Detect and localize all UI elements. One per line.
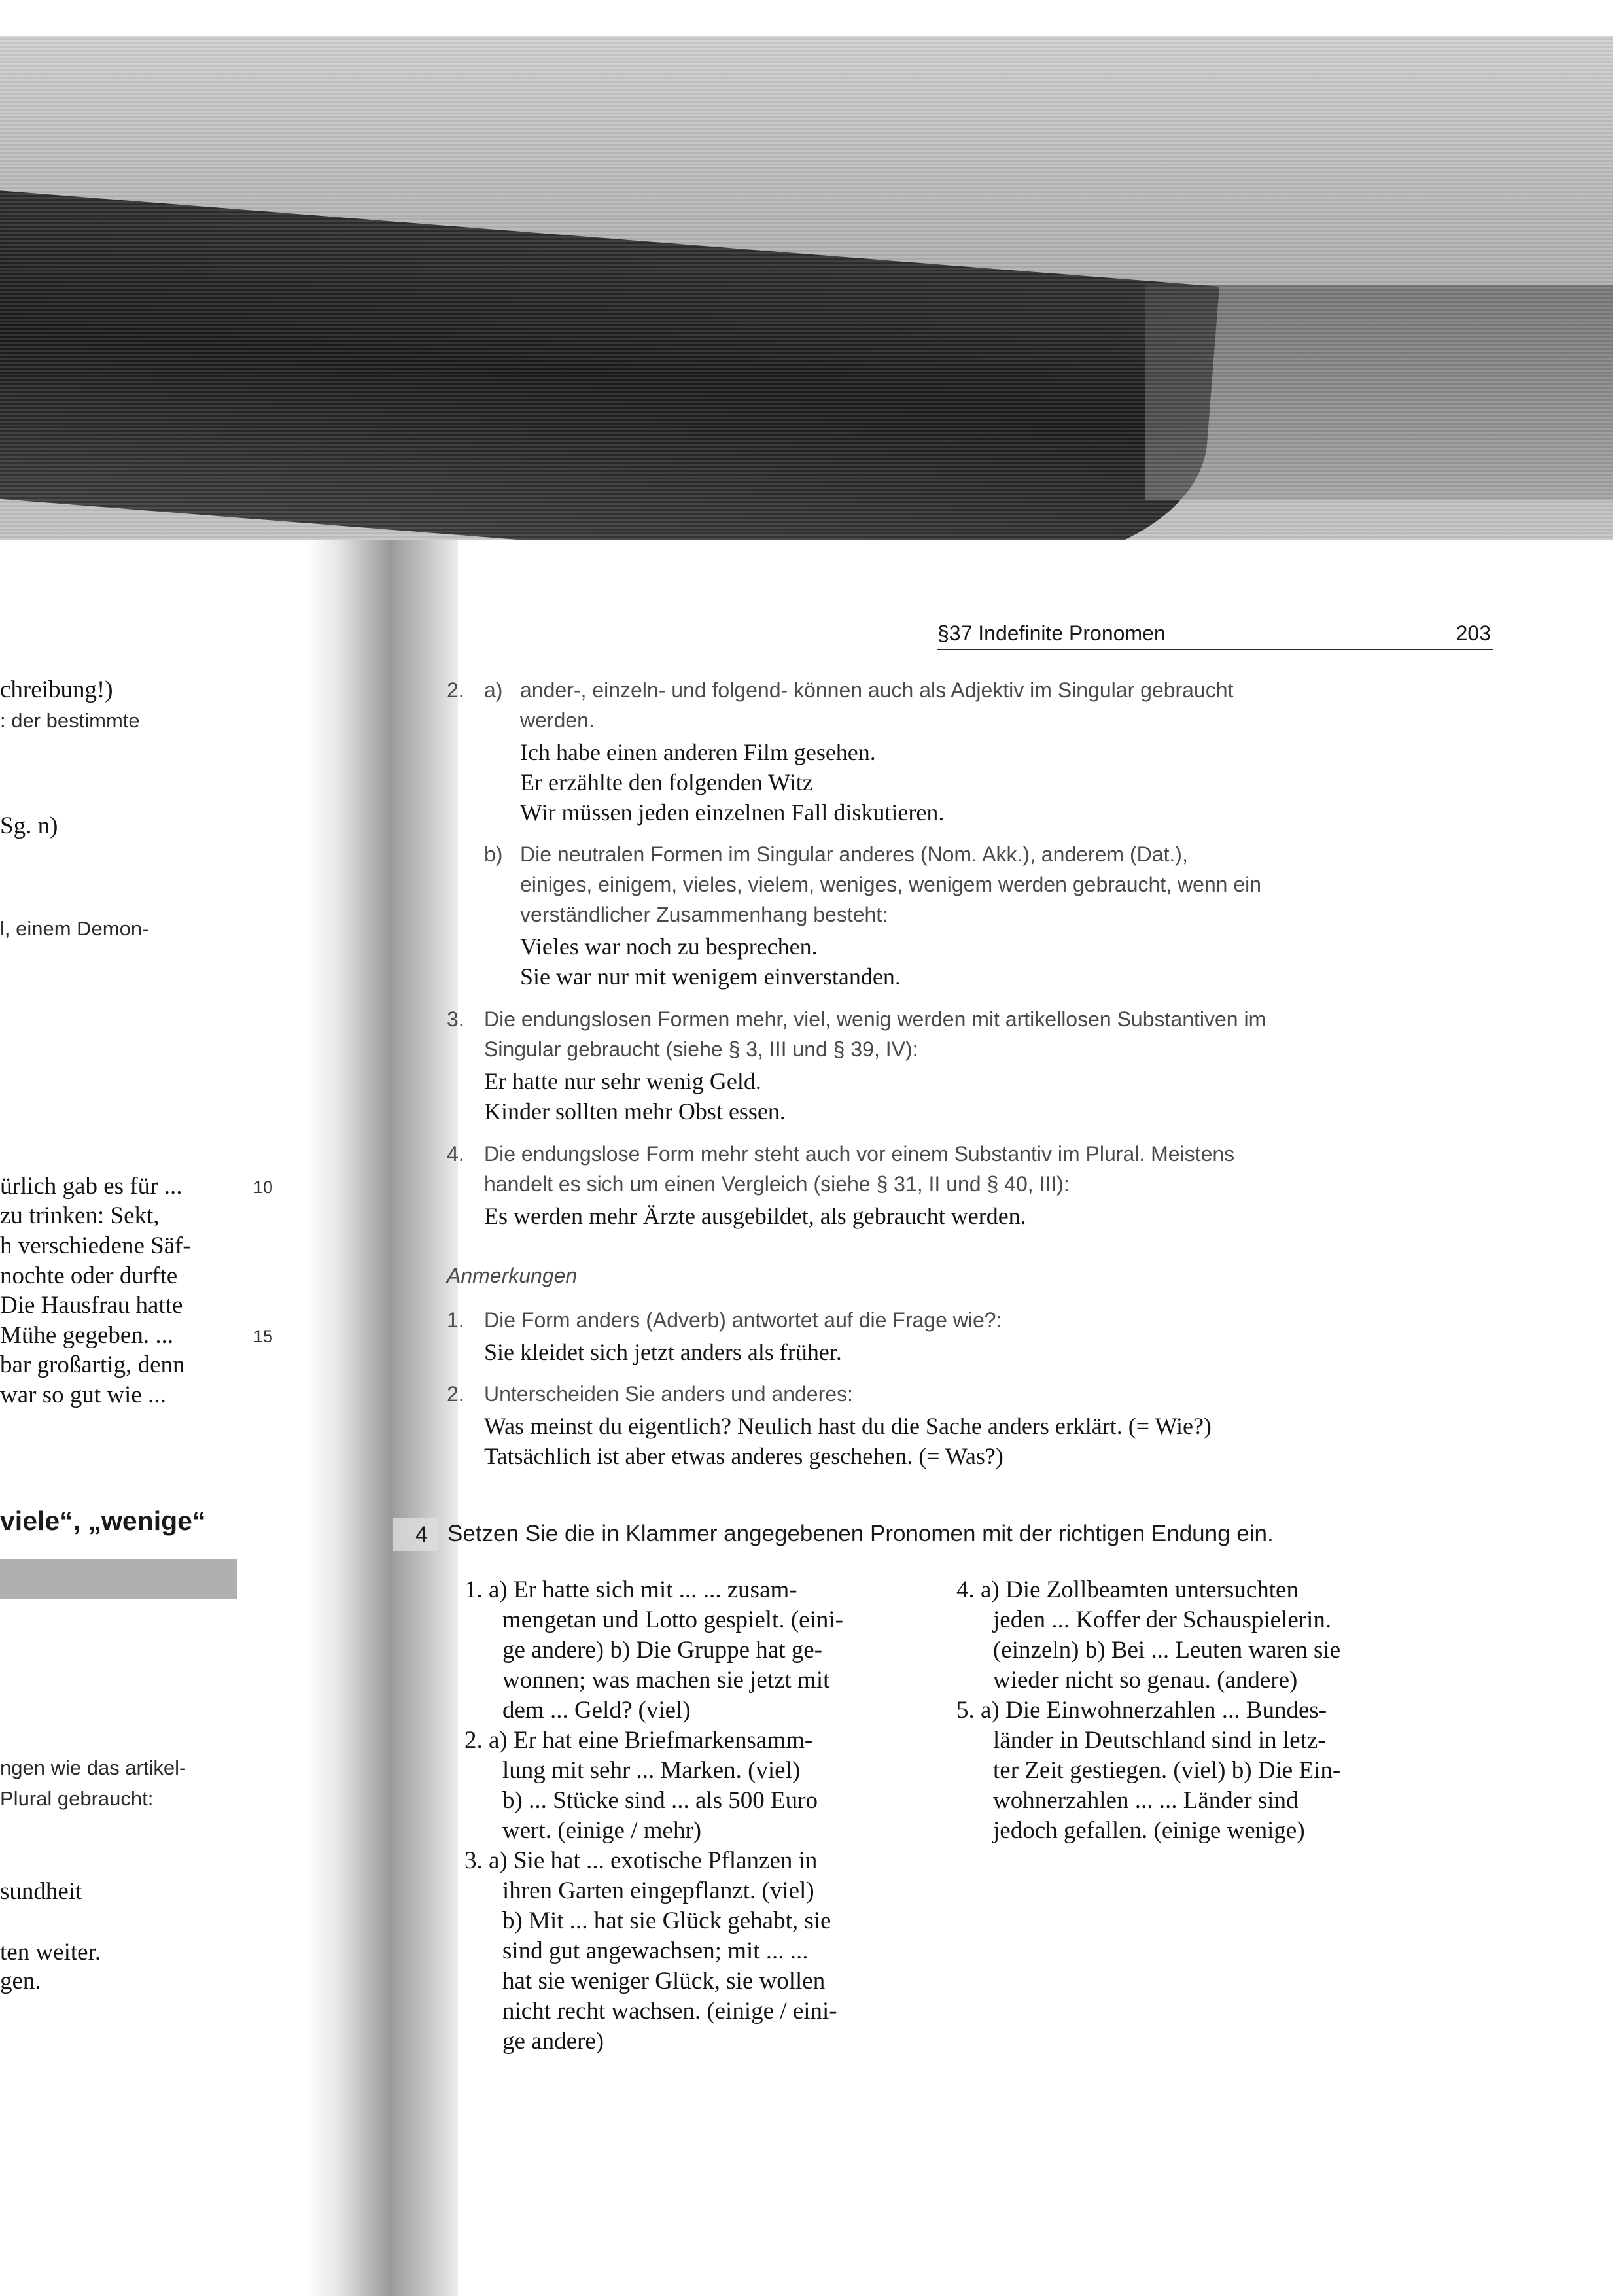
exercise-column-2 [956,1575,1340,1846]
rule-text: ander-, einzeln- und folgend- können auch als Adjektiv im Singular gebraucht [520,678,1234,702]
notes-heading: Anmerkungen [447,1264,578,1287]
example-line: Was meinst du eigentlich? Neulich hast du die Sache anders erklärt. (= Wie?) [484,1413,1212,1439]
note-text: Unterscheiden Sie anders und anderes: [484,1382,853,1406]
chapter-title: §37 Indefinite Pronomen [937,621,1166,645]
rule-number: 4. [447,1142,464,1166]
example-line: Tatsächlich ist aber etwas anderes geschehen. (= Was?) [484,1443,1003,1469]
exercise-line: 2. a) Er hat eine Briefmarkensamm- [464,1727,813,1754]
left-page-fragment [0,540,307,2296]
exercise-line: (einzeln) b) Bei ... Leuten waren sie [993,1637,1341,1663]
rule-text: handelt es sich um einen Vergleich (siehe § 31, II und § 40, III): [484,1172,1070,1196]
exercise-line: ihren Garten eingepflanzt. (viel) [502,1877,814,1904]
scan-lines [0,36,1613,540]
left-line: Mühe gegeben. ... [0,1322,174,1349]
running-header [937,620,1493,650]
left-line: ngen wie das artikel- [0,1756,186,1779]
exercise-line: mengetan und Lotto gespielt. (eini- [502,1607,843,1633]
task-number-badge: 4 [393,1518,438,1551]
rule-number: 3. [447,1007,464,1031]
exercise-line: ge andere) b) Die Gruppe hat ge- [502,1637,822,1663]
line-number: 15 [253,1327,273,1346]
exercise-line: 1. a) Er hatte sich mit ... ... zusam- [464,1576,797,1603]
exercise-line: wonnen; was machen sie jetzt mit [502,1667,830,1694]
example-line: Sie war nur mit wenigem einverstanden. [520,964,901,990]
left-line: Die Hausfrau hatte [0,1292,183,1319]
exercise-line: länder in Deutschland sind in letz- [993,1727,1326,1754]
rule-label: a) [484,678,503,702]
example-line: Ich habe einen anderen Film gesehen. [520,739,876,765]
left-line: chreibung!) [0,676,113,703]
exercise-line: lung mit sehr ... Marken. (viel) [502,1757,801,1784]
exercise-line: b) ... Stücke sind ... als 500 Euro [502,1787,818,1814]
left-line: gen. [0,1968,41,1994]
task-instruction: Setzen Sie die in Klammer angegebenen Pronomen mit der richtigen Endung ein. [447,1521,1274,1546]
left-line: sundheit [0,1878,82,1905]
rule-text: Die endungslosen Formen mehr, viel, wenig werden mit artikellosen Substantiven im [484,1007,1266,1031]
left-line: nochte oder durfte [0,1262,178,1289]
exercise-line: 5. a) Die Einwohnerzahlen ... Bundes- [956,1697,1327,1724]
exercise-line: hat sie weniger Glück, sie wollen [502,1968,826,1994]
exercise-line: wieder nicht so genau. (andere) [993,1667,1298,1694]
page-number: 203 [1456,621,1491,645]
rule-number: 2. [447,678,464,702]
exercise-line: 3. a) Sie hat ... exotische Pflanzen in [464,1847,818,1874]
left-line: ürlich gab es für ... [0,1173,183,1200]
left-line: war so gut wie ... [0,1382,166,1408]
exercise-line: jedoch gefallen. (einige wenige) [993,1817,1305,1844]
rule-label: b) [484,843,503,866]
left-line: : der bestimmte [0,709,140,732]
exercise-line: ge andere) [502,2028,604,2055]
exercise-line: wohnerzahlen ... ... Länder sind [993,1787,1299,1814]
example-line: Er hatte nur sehr wenig Geld. [484,1068,761,1094]
example-line: Wir müssen jeden einzelnen Fall diskutieren. [520,799,945,826]
exercise-column-1 [464,1575,843,2057]
example-line: Es werden mehr Ärzte ausgebildet, als gebraucht werden. [484,1203,1026,1229]
exercise-line: 4. a) Die Zollbeamten untersuchten [956,1576,1299,1603]
left-grey-bar [0,1559,237,1599]
left-line: l, einem Demon- [0,917,149,940]
exercise-line: sind gut angewachsen; mit ... ... [502,1938,809,1964]
exercise-line: jeden ... Koffer der Schauspielerin. [993,1607,1332,1633]
rule-text: werden. [520,708,595,732]
left-line: bar großartig, denn [0,1351,185,1378]
rule-text: Singular gebraucht (siehe § 3, III und § 39, IV): [484,1037,918,1061]
scan-shadow-band [0,36,1613,540]
exercise-line: b) Mit ... hat sie Glück gehabt, sie [502,1907,831,1934]
line-number: 10 [253,1177,273,1197]
note-text: Die Form anders (Adverb) antwortet auf die Frage wie?: [484,1308,1002,1332]
exercise-line: ter Zeit gestiegen. (viel) b) Die Ein- [993,1757,1341,1784]
rule-text: einiges, einigem, vieles, vielem, weniges, wenigem werden gebraucht, wenn ein [520,873,1262,896]
note-number: 2. [447,1382,464,1406]
note-number: 1. [447,1308,464,1332]
example-line: Vieles war noch zu besprechen. [520,933,818,960]
left-line: ten weiter. [0,1939,101,1966]
left-line: zu trinken: Sekt, [0,1202,160,1229]
rule-text: Die endungslose Form mehr steht auch vor einem Substantiv im Plural. Meistens [484,1142,1235,1166]
left-line: Sg. n) [0,812,58,839]
exercise-line: wert. (einige / mehr) [502,1817,702,1844]
exercise-line: dem ... Geld? (viel) [502,1697,691,1724]
example-line: Kinder sollten mehr Obst essen. [484,1098,786,1124]
exercise-line: nicht recht wachsen. (einige / eini- [502,1998,837,2025]
left-line: Plural gebraucht: [0,1787,154,1810]
left-line: h verschiedene Säf- [0,1232,191,1259]
rule-text: Die neutralen Formen im Singular anderes (Nom. Akk.), anderem (Dat.), [520,843,1188,866]
rule-text: verständlicher Zusammenhang besteht: [520,903,888,926]
left-section-heading: viele“, „wenige“ [0,1506,206,1536]
book-gutter-shadow [307,540,458,2296]
example-line: Er erzählte den folgenden Witz [520,769,813,795]
example-line: Sie kleidet sich jetzt anders als früher. [484,1339,842,1365]
